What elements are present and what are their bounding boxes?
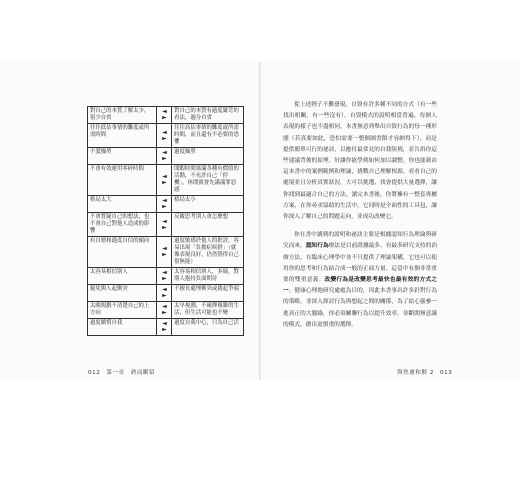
right-arrow-icon: ►: [162, 326, 166, 333]
arrow-cell: [156, 213, 171, 237]
table-row: [88, 165, 244, 196]
double-arrow-icon: [157, 150, 171, 162]
emphasis-text: 認知行為: [305, 243, 329, 250]
table-row: [88, 196, 244, 213]
row-left-cell: 過度嬌慣自我: [88, 319, 157, 336]
left-arrow-icon: ◄: [162, 320, 166, 327]
arrow-cell: [156, 165, 171, 196]
table-row: [88, 237, 244, 268]
right-arrow-icon: ►: [162, 114, 166, 121]
table-row: [88, 268, 244, 285]
row-left-cell: 對自己的本質了解太少，很少自省: [88, 107, 157, 124]
left-arrow-icon: ◄: [162, 149, 166, 156]
row-left-cell: 不會有效運用零碎時間: [88, 165, 157, 196]
double-arrow-icon: [157, 270, 171, 282]
row-right-cell: 對自己的本質有過度嚴苛的看法，過分自省: [172, 107, 244, 124]
arrow-cell: [156, 148, 171, 165]
left-arrow-icon: ◄: [162, 303, 166, 310]
body-text-run: 從上述例子不難發現，自毀有許多種不同的方式（有一些找出相關，有一些沒有）。自毀模式的說明相當普遍，每個人表現的樣子也不盡相同。本書無意列舉出自毀行為的每一種形態（若真要如此，恐怕需要一整個圖書館才容納得下），而是提供簡單可行的祕訣，以應付最常見的自我阻撓，並告訴你這些建議背後的原理。好讓你能學到如何加以調整。你也能藉由這本書中的案例範例和理論，挑戰自己理解根源，看看自己的處境並且分析真實狀況，大可以挑選、找會提供大量選擇，讓你找到最適合自己的方法。讀完本書後，你將擁有一整套專屬方案，在你尋求協助的生活中，它同時是全面性的工具包，讓你深入了解自己的問題走向，並成功改變它。: [283, 102, 437, 221]
arrow-cell: [156, 124, 171, 148]
left-arrow-icon: ◄: [162, 197, 166, 204]
table-row: [88, 213, 244, 237]
body-text-run: 你在書中讀到的說明和祕訣主要是根據認知行為理論與研究而來。: [283, 232, 437, 250]
row-right-cell: 不擅長處理衝突或挑起爭端: [172, 285, 244, 302]
row-right-cell: 過度自我中心，只為自己活: [172, 319, 244, 336]
row-left-cell: 有自戀和過度自信的傾向: [88, 237, 157, 268]
table-row: [88, 319, 244, 336]
row-left-cell: 格局太大: [88, 196, 157, 213]
left-arrow-icon: ◄: [162, 217, 166, 225]
left-arrow-icon: ◄: [162, 245, 166, 252]
arrow-cell: [156, 237, 171, 268]
row-right-cell: 太容易相信別人，多疑，對別人抱持負面期待: [172, 268, 244, 285]
right-arrow-icon: ►: [162, 251, 166, 258]
book-gutter: [259, 62, 261, 380]
right-arrow-icon: ►: [162, 203, 166, 210]
table-row: [88, 107, 244, 124]
right-arrow-icon: ►: [162, 223, 166, 231]
left-arrow-icon: ◄: [162, 128, 166, 136]
book-spread: [0, 62, 520, 380]
row-right-cell: 過度敏感於他人的批評，容易出現「負擔症候群」（就像表現良好，仍然覺得自己很無能）: [172, 237, 244, 268]
right-arrow-icon: ►: [162, 179, 166, 186]
table-row: [88, 124, 244, 148]
double-arrow-icon: [157, 174, 171, 186]
right-arrow-icon: ►: [162, 292, 166, 299]
row-right-cell: 往往高估事情的難度或所需時間，而且還有不必要的恐懼: [172, 124, 244, 148]
arrow-cell: [156, 285, 171, 302]
table-row: [88, 285, 244, 302]
right-arrow-icon: ►: [162, 134, 166, 142]
row-left-cell: 太晚規劃不清楚自己的上方向: [88, 302, 157, 319]
row-right-cell: 過度操勞: [172, 148, 244, 165]
body-text-run: 。健康心理地研究處處為目的，因此本書事出許多針對行為的策略，並深入探討行為與想起之間的關係，為了給心靈參一進真正的大腦綠，你必須關聯行為以提升效率，並斷開無意識的模式，做出更慎重的選擇。: [283, 288, 438, 328]
left-arrow-icon: ◄: [162, 286, 166, 293]
double-arrow-icon: [157, 321, 171, 333]
row-right-cell: 格局太小: [172, 196, 244, 213]
row-left-cell: 不會質疑自己的想法，也不會自己對他人造成的影響: [88, 213, 157, 237]
body-paragraph: [283, 230, 437, 331]
comparison-table: [87, 106, 244, 336]
right-arrow-icon: ►: [162, 275, 166, 282]
double-arrow-icon: [157, 287, 171, 299]
arrow-cell: [156, 268, 171, 285]
double-arrow-icon: [157, 109, 171, 121]
left-page-folio: 012 第一章 熟而斷紹: [88, 370, 156, 376]
right-page-folio: 與焦慮和解 2 013: [397, 370, 453, 376]
arrow-cell: [156, 107, 171, 124]
double-arrow-icon: [157, 304, 171, 316]
double-arrow-icon: [157, 130, 171, 142]
row-left-cell: 不愛操勞: [88, 148, 157, 165]
left-arrow-icon: ◄: [162, 108, 166, 115]
row-left-cell: 避免與人起衝突: [88, 285, 157, 302]
row-right-cell: 反覆思考別人會怎麼想: [172, 213, 244, 237]
right-arrow-icon: ►: [162, 309, 166, 316]
left-arrow-icon: ◄: [162, 173, 166, 180]
double-arrow-icon: [157, 246, 171, 258]
row-left-cell: 太容易相信別人: [88, 268, 157, 285]
row-right-cell: 閒暇時間塞滿各種有價值的活動，不允許自己「停機」，休閒就會先滿滿罪惡感: [172, 165, 244, 196]
double-arrow-icon: [157, 198, 171, 210]
right-arrow-icon: ►: [162, 155, 166, 162]
arrow-cell: [156, 302, 171, 319]
table-row: [88, 302, 244, 319]
body-text-run: 療法是目前證據最多、有最多研究支持的治療方法，在臨床心理學中並不只提供了理論架構，它也可以使用你的思考和行為結合成一般的正面力量。這當中有個非常重要的雙重意義：: [283, 243, 438, 284]
left-arrow-icon: ◄: [162, 269, 166, 276]
emphasis-text: 改變行為是改變思考最快也最有效的方式之一: [283, 277, 438, 295]
arrow-cell: [156, 196, 171, 213]
body-paragraph: [283, 100, 437, 223]
row-left-cell: 往往低估事情的難度或所需時間: [88, 124, 157, 148]
arrow-cell: [156, 319, 171, 336]
table-row: [88, 148, 244, 165]
row-right-cell: 太早規劃，不確擇複雜的生活，但生活可能也不變: [172, 302, 244, 319]
double-arrow-icon: [157, 219, 171, 231]
right-page-body: [283, 100, 437, 338]
